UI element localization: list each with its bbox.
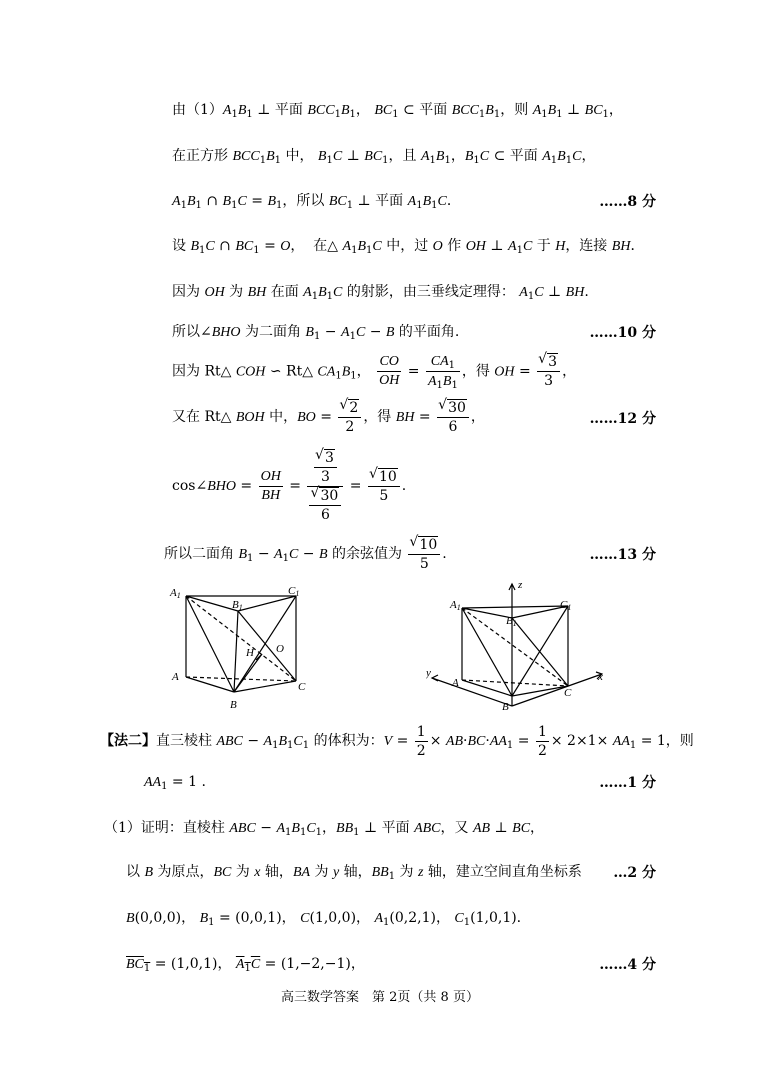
proof-line-4: 设 $B_1C$ ∩ $BC_1 = O$， 在△ $A_1B_1C$ 中，过 O 作 OH ⊥ $A_1C$ 于 H，连接 BH． bbox=[172, 238, 645, 256]
proof-line-7: 因为 Rt△ COH ∽ Rt△ $CA_1B_1$， $\frac{CO}{OH}$ = $\frac{CA_1}{A_1B_1}$ ，得 OH = √ $\frac{3}{3}$ ， bbox=[172, 352, 576, 392]
fig2-label-A1: A1 bbox=[450, 599, 461, 612]
score-1: ……1 分 bbox=[599, 775, 656, 791]
figure-prism-2-coordinates bbox=[426, 578, 616, 716]
fig1-label-O: O bbox=[276, 643, 284, 655]
proof-line-2: 在正方形 $BCC_1B_1$ 中， $B_1C$ ⊥ $BC_1$，且 $A_1B_1$，$B_1C$ ⊂ 平面 $A_1B_1C$， bbox=[172, 148, 596, 166]
score-10: ……10 分 bbox=[589, 325, 656, 341]
fig1-label-B: B bbox=[230, 699, 237, 711]
score-12: ……12 分 bbox=[589, 411, 656, 427]
figure-prism-1 bbox=[168, 582, 318, 712]
fig2-label-y: y bbox=[426, 667, 431, 679]
method2-line-4: 以 B 为原点，BC 为 x 轴，BA 为 y 轴，$BB_1$ 为 z 轴，建立空间直角坐标系 bbox=[126, 864, 582, 882]
proof-line-1: 由$(1)A_1B_1$ ⊥ 平面 $BCC_1B_1$， $BC_1$ ⊂ 平面 $BCC_1B_1$，则 $A_1B_1$ ⊥ $BC_1$， bbox=[172, 102, 623, 120]
score-2: …2 分 bbox=[613, 865, 656, 881]
proof-line-9: cos∠BHO = $\frac{OH}{BH}$ = √ $\frac{3}{3}$ √ $\frac{30}{6}$ = √ $\frac{10}{5}$ . bbox=[172, 446, 406, 527]
method2-line-6: $BC_1 = (1,0,1)$， $A_1C = (1,-2,-1)$， bbox=[126, 956, 365, 974]
score-13: ……13 分 bbox=[589, 547, 656, 563]
fig1-label-C1: C1 bbox=[288, 585, 300, 598]
fig1-label-B1: B1 bbox=[232, 599, 243, 612]
fig1-label-A: A bbox=[172, 671, 179, 683]
page-footer: 高三数学答案 第 2页（共 8 页） bbox=[281, 990, 479, 1005]
fig2-label-x: x bbox=[598, 671, 603, 683]
proof-line-3: $A_1B_1$ ∩ $B_1C = B_1$，所以 $BC_1$ ⊥ 平面 $A_1B_1C$． bbox=[172, 193, 461, 211]
method2-line-3: （1）证明：直棱柱 ABC − $A_1B_1C_1$，$BB_1$ ⊥ 平面 ABC，又 AB ⊥ BC， bbox=[104, 820, 545, 838]
fig1-label-C: C bbox=[298, 681, 306, 693]
fig1-label-H: H bbox=[246, 647, 254, 659]
method2-line-2: $AA_1 = 1$ . bbox=[144, 774, 206, 792]
fig2-label-B1: B1 bbox=[506, 615, 517, 628]
fig2-label-z: z bbox=[518, 579, 523, 591]
proof-line-6: 所以∠BHO 为二面角 $B_1 - A_1C - B$ 的平面角. bbox=[172, 324, 460, 342]
method2-line-1: 【法二】直三棱柱 ABC − $A_1B_1C_1$ 的体积为：V = $\frac{1}{2}$ × $AB\cdot BC\cdot AA_1$ = $\frac{1}{2}$ × $2\times 1\times AA_1 = 1$，则 bbox=[100, 723, 694, 759]
score-8: ……8 分 bbox=[599, 194, 656, 210]
fig2-label-B: B bbox=[502, 701, 509, 713]
fig2-label-C: C bbox=[564, 687, 572, 699]
method2-line-5: B(0,0,0)， $B_1 = (0,0,1)$， C(1,0,0)， $A_1(0,2,1)$， $C_1(1,0,1)$. bbox=[126, 910, 522, 928]
fig2-label-C1: C1 bbox=[560, 599, 572, 612]
proof-line-10: 所以二面角 $B_1 - A_1C - B$ 的余弦值为 √ $\frac{10}{5}$ . bbox=[164, 534, 447, 575]
score-4: ……4 分 bbox=[599, 957, 656, 973]
fig2-label-A: A bbox=[452, 677, 459, 689]
proof-line-8: 又在 Rt△ BOH 中，BO = √ $\frac{2}{2}$ ，得 BH = √ $\frac{30}{6}$ ， bbox=[172, 398, 485, 437]
fig1-label-A1: A1 bbox=[170, 587, 181, 600]
proof-line-5: 因为 OH 为 BH 在面 $A_1B_1C$ 的射影，由三垂线定理得： $A_1C$ ⊥ BH. bbox=[172, 284, 589, 302]
